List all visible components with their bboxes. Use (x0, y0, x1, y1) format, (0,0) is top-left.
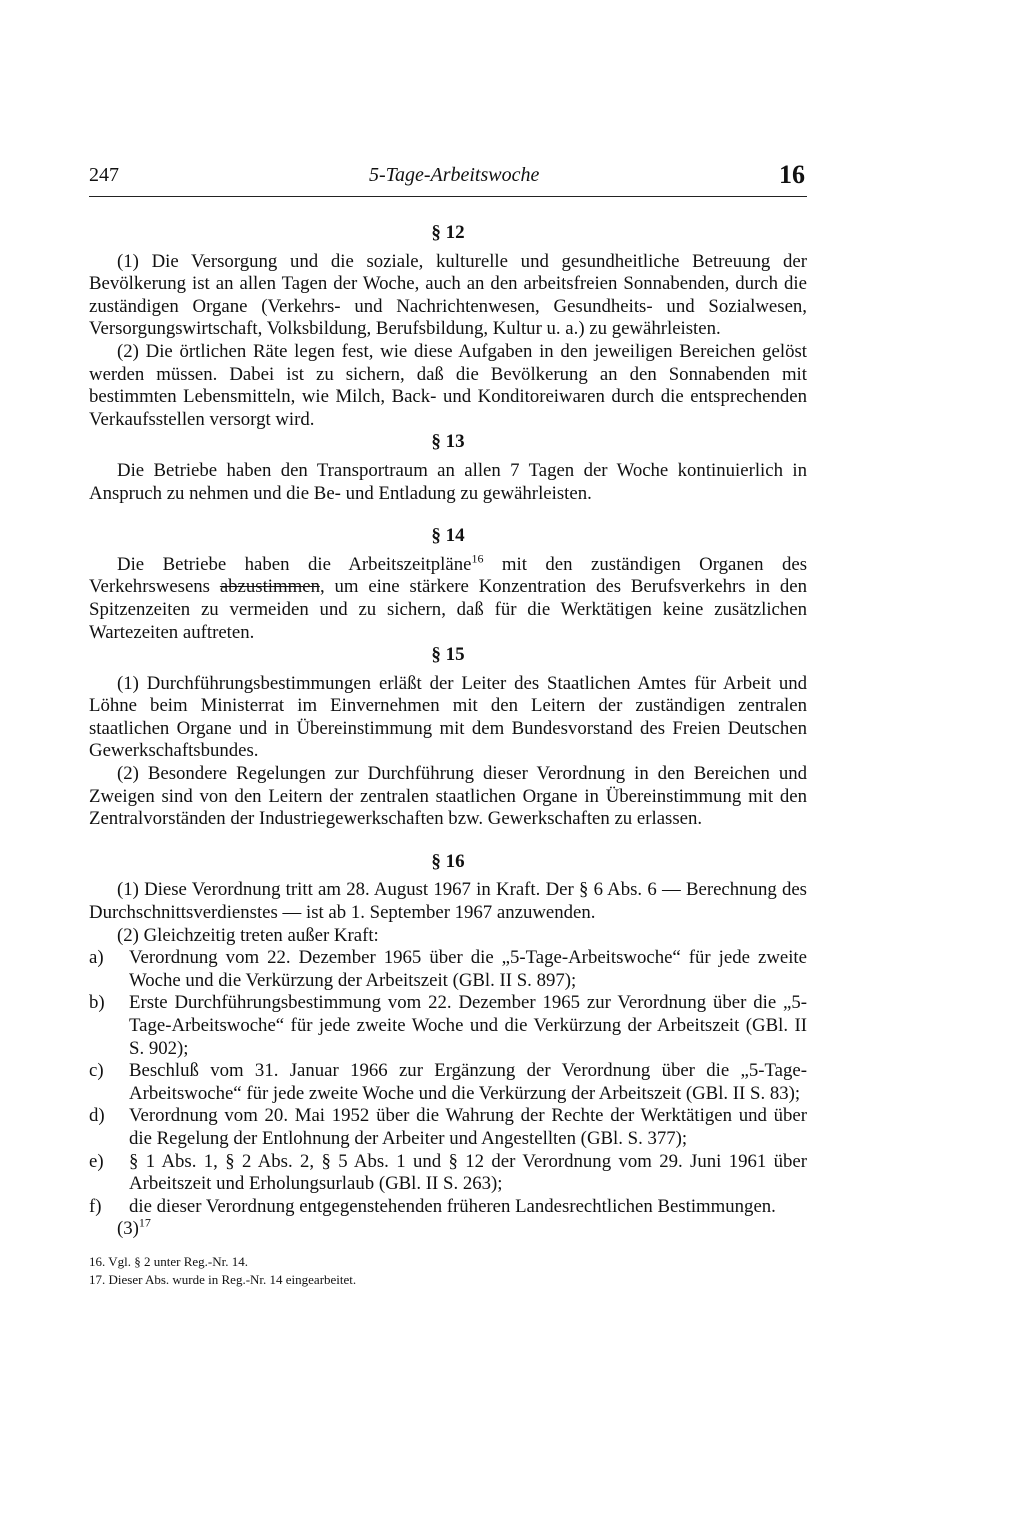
list-item (89, 947, 807, 992)
struck-word: abzustimmen (219, 576, 320, 598)
footnotes (89, 1253, 807, 1289)
section-heading-15: § 15 (431, 644, 465, 666)
section-14-text-a: Die Betriebe haben die Arbeitszeitpläne (117, 553, 472, 575)
list-item (89, 1105, 807, 1150)
page-number: 247 (89, 164, 119, 186)
list-label: d) (89, 1105, 105, 1127)
section-16-paragraph-2: (2) Gleichzeitig treten außer Kraft: (117, 924, 379, 946)
section-15-paragraph-2: (2) Besondere Regelungen zur Durchführung dieser Verordnung in den Bereichen und Zweigen sind von den Leitern der zentralen staatlichen Organe in Übereinstimmung mit den Zentralvorständen der Industriegewerkschaften bzw. Gewerkschaften zu erlassen. (89, 763, 807, 830)
section-14-text-c: , um eine stärkere Konzentration des Berufsverkehrs in den Spitzenzeiten zu vermeiden und zu sichern, daß für die Werktätigen keine zusätzlichen Wartezeiten auftreten. (89, 576, 807, 643)
section-12-paragraph-2: (2) Die örtlichen Räte legen fest, wie diese Aufgaben in den jeweiligen Bereichen gelöst werden müssen. Dabei ist zu sichern, daß die Bevölkerung an den Sonnabenden mit bestimmten Lebensmitteln, wie Milch, Back- und Konditoreiwaren durch die entsprechenden Verkaufsstellen versorgt wird. (89, 340, 807, 430)
section-heading-16: § 16 (431, 850, 465, 872)
header-rule (89, 196, 807, 197)
section-heading-13: § 13 (431, 431, 465, 453)
section-16-paragraph-1: (1) Diese Verordnung tritt am 28. August 1967 in Kraft. Der § 6 Abs. 6 — Berechnung des Durchschnittsverdienstes — ist ab 1. September 1967 anzuwenden. (89, 879, 807, 924)
body-text (89, 222, 807, 1241)
footnote-ref-16: 16 (471, 551, 484, 566)
list-label: b) (89, 992, 105, 1014)
section-13-paragraph-1: Die Betriebe haben den Transportraum an allen 7 Tagen der Woche kontinuierlich in Anspruch zu nehmen und die Be- und Entladung zu gewährleisten. (89, 459, 807, 504)
list-label: a) (89, 947, 104, 969)
section-14-paragraph-1 (89, 551, 808, 644)
list-text: § 1 Abs. 1, § 2 Abs. 2, § 5 Abs. 1 und § 12 der Verordnung vom 29. Juni 1961 über Arbeitszeit und Erholungsurlaub (GBl. II S. 263); (129, 1150, 807, 1195)
section-15-paragraph-1: (1) Durchführungsbestimmungen erläßt der Leiter des Staatlichen Amtes für Arbeit und Löhne beim Ministerrat im Einvernehmen mit den Leitern der zuständigen zentralen staatlichen Organe und in Übereinstimmung mit dem Bundesvorstand des Freien Deutschen Gewerkschaftsbundes. (89, 672, 807, 762)
list-text: Verordnung vom 22. Dezember 1965 über die „5-Tage-Arbeitswoche“ für jede zweite Woche und die Verkürzung der Arbeitszeit (GBl. II S. 897); (129, 947, 807, 991)
list-label: f) (89, 1195, 102, 1217)
list-item (89, 1060, 807, 1105)
list-text: Verordnung vom 20. Mai 1952 über die Wahrung der Rechte der Werktätigen und über die Regelung der Entlohnung der Arbeiter und Angestellten (GBl. S. 377); (129, 1105, 807, 1149)
section-heading-14: § 14 (431, 525, 465, 547)
footnote-ref-17: 17 (138, 1216, 151, 1231)
list-text: Beschluß vom 31. Januar 1966 zur Ergänzung der Verordnung über die „5-Tage-Arbeitswoche“ für jede zweite Woche und die Verkürzung der Arbeitszeit (GBl. II S. 83); (129, 1060, 807, 1104)
list-label: c) (89, 1060, 104, 1082)
list-label: e) (89, 1150, 104, 1172)
list-item (89, 1196, 807, 1219)
section-16-paragraph-3 (89, 1218, 807, 1241)
chapter-number: 16 (779, 160, 805, 189)
footnote-16: 16. Vgl. § 2 unter Reg.-Nr. 14. (89, 1254, 248, 1269)
paragraph-3-label: (3) (117, 1218, 139, 1240)
footnote-17: 17. Dieser Abs. wurde in Reg.-Nr. 14 eingearbeitet. (89, 1272, 357, 1287)
running-title: 5-Tage-Arbeitswoche (369, 164, 540, 186)
list-item (89, 1151, 807, 1196)
section-14-text-b: mit den zuständigen Organen des Verkehrswesens (89, 553, 808, 598)
list-text: die dieser Verordnung entgegenstehenden früheren Landesrechtlichen Bestimmungen. (129, 1195, 776, 1217)
running-head (89, 160, 807, 200)
list-text: Erste Durchführungsbestimmung vom 22. Dezember 1965 zur Verordnung über die „5-Tage-Arbeitswoche“ für jede zweite Woche und die Verkürzung der Arbeitszeit (GBl. II S. 902); (129, 992, 807, 1059)
list-item (89, 992, 807, 1060)
section-12-paragraph-1: (1) Die Versorgung und die soziale, kulturelle und gesundheitliche Betreuung der Bevölkerung ist an allen Tagen der Woche, auch an den arbeitsfreien Sonnabenden, durch die zuständigen Organe (Verkehrs- und Nachrichtenwesen, Gesundheits- und Sozialwesen, Versorgungswirtschaft, Volksbildung, Berufsbildung, Kultur u. a.) zu gewährleisten. (89, 250, 807, 340)
section-heading-12: § 12 (431, 222, 465, 243)
